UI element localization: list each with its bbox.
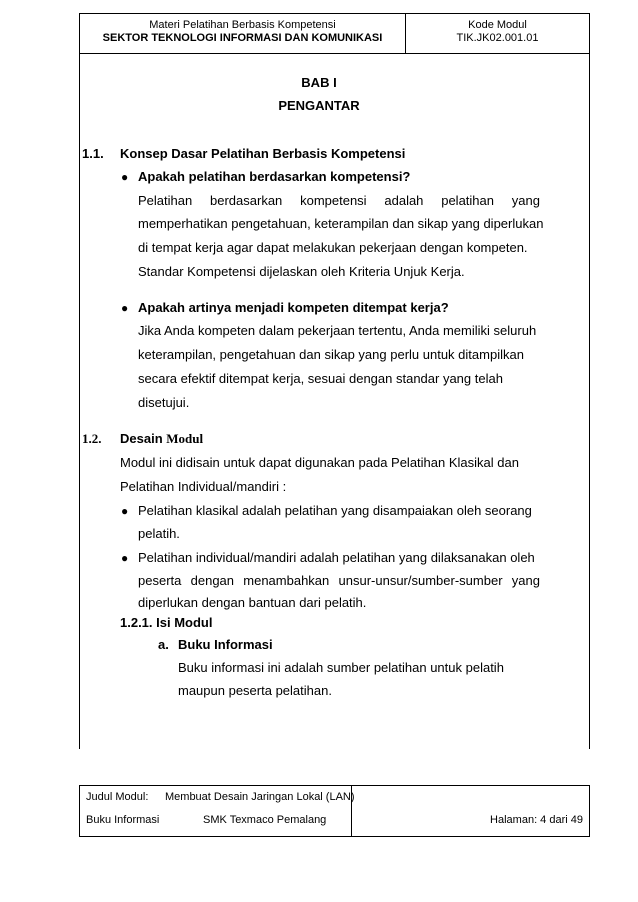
header-module-title: Materi Pelatihan Berbasis Kompetensi: [149, 19, 336, 31]
subsection-title: 1.2.1. Isi Modul: [120, 615, 213, 630]
header-code-label: Kode Modul: [468, 19, 527, 31]
page-border-left: [79, 54, 80, 749]
question-heading: Apakah pelatihan berdasarkan kompetensi?: [138, 169, 411, 184]
footer-school: SMK Texmaco Pemalang: [203, 814, 327, 826]
paragraph-line: Standar Kompetensi dijelaskan oleh Kriteria Unjuk Kerja.: [138, 264, 465, 279]
paragraph-line: di tempat kerja agar dapat melakukan pekerjaan dengan kompeten.: [138, 240, 528, 255]
paragraph-line: memperhatikan pengetahuan, keterampilan dan sikap yang diperlukan: [138, 216, 544, 231]
header-left-cell: [80, 14, 406, 53]
item-title: Buku Informasi: [178, 637, 273, 652]
paragraph-line: Pelatihan individual/mandiri adalah pelatihan yang dilaksanakan oleh: [138, 550, 535, 565]
header-sector: SEKTOR TEKNOLOGI INFORMASI DAN KOMUNIKASI: [102, 32, 383, 44]
bullet-icon: ●: [121, 301, 129, 315]
paragraph-line: diperlukan dengan bantuan dari pelatih.: [138, 595, 367, 610]
paragraph-line: maupun peserta pelatihan.: [178, 683, 332, 698]
paragraph-line: Pelatihan berdasarkan kompetensi adalah pelatihan yang: [138, 193, 540, 208]
section-number: 1.1.: [82, 146, 104, 161]
paragraph-line: Buku informasi ini adalah sumber pelatihan untuk pelatih: [178, 660, 504, 675]
paragraph-line: Modul ini didisain untuk dapat digunakan pada Pelatihan Klasikal dan: [120, 455, 519, 470]
item-letter: a.: [158, 637, 169, 652]
question-heading: Apakah artinya menjadi kompeten ditempat kerja?: [138, 300, 449, 315]
footer-judul-label: Judul Modul:: [86, 791, 149, 803]
paragraph-line: pelatih.: [138, 526, 180, 541]
bullet-icon: ●: [121, 170, 129, 184]
paragraph-line: disetujui.: [138, 395, 190, 410]
footer-judul-value: Membuat Desain Jaringan Lokal (LAN): [165, 791, 355, 803]
section-title: Konsep Dasar Pelatihan Berbasis Kompetensi: [120, 146, 406, 161]
paragraph-line: Jika Anda kompeten dalam pekerjaan tertentu, Anda memiliki seluruh: [138, 323, 537, 338]
paragraph-line: Pelatihan Individual/mandiri :: [120, 479, 287, 494]
section-title: Desain Modul: [120, 431, 204, 446]
document-header: [79, 13, 590, 54]
header-code-value: TIK.JK02.001.01: [456, 32, 539, 44]
chapter-title: PENGANTAR: [278, 98, 360, 113]
document-footer: [79, 785, 590, 837]
page-border-right: [589, 54, 590, 749]
bullet-icon: ●: [121, 504, 129, 518]
paragraph-line: secara efektif ditempat kerja, sesuai dengan standar yang telah: [138, 371, 503, 386]
section-number: 1.2.: [82, 431, 102, 446]
paragraph-line: peserta dengan menambahkan unsur-unsur/sumber-sumber yang: [138, 573, 540, 588]
header-right-cell: [406, 14, 589, 53]
footer-buku-label: Buku Informasi: [86, 814, 160, 826]
bullet-icon: ●: [121, 551, 129, 565]
paragraph-line: keterampilan, pengetahuan dan sikap yang perlu untuk ditampilkan: [138, 347, 524, 362]
paragraph-line: Pelatihan klasikal adalah pelatihan yang disampaiakan oleh seorang: [138, 503, 532, 518]
chapter-number: BAB I: [301, 75, 337, 90]
footer-page-number: Halaman: 4 dari 49: [490, 814, 583, 826]
